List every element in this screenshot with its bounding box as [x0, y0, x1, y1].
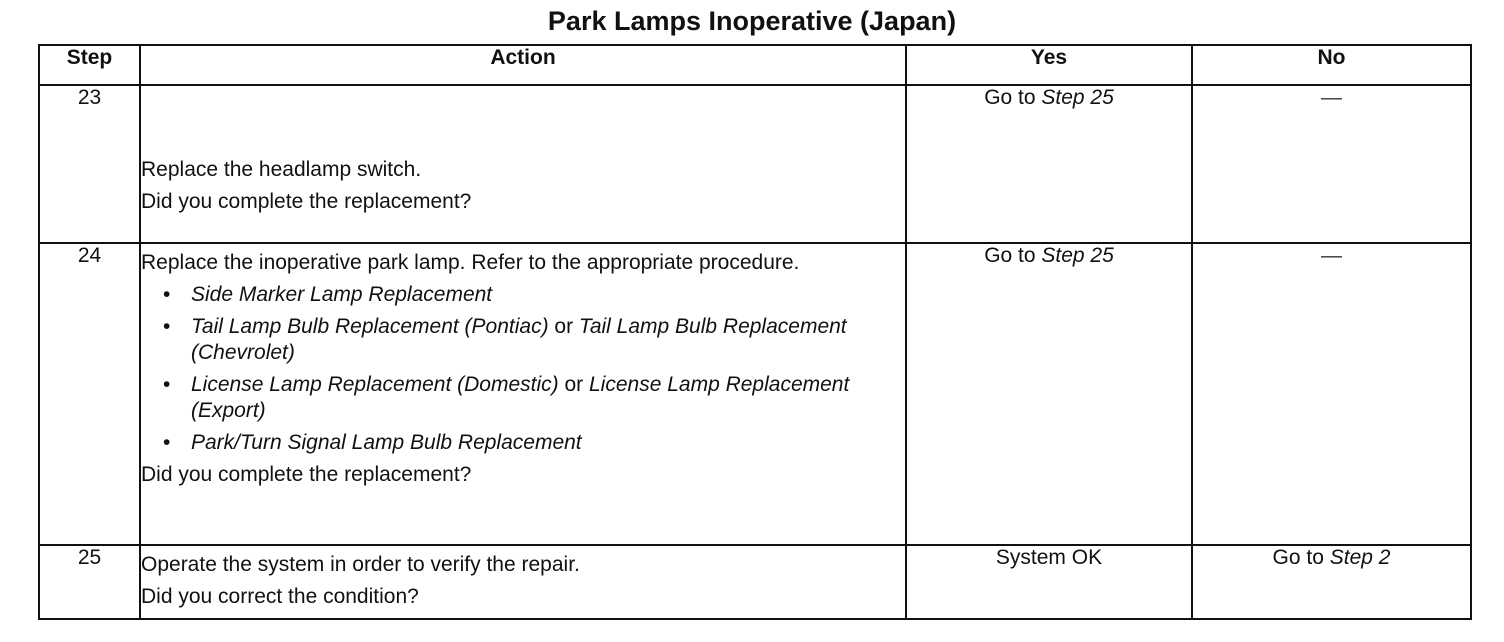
yes-cell [906, 85, 1192, 243]
no-dash: — [1321, 244, 1342, 267]
no-cell [1192, 85, 1471, 243]
yes-column-header: Yes [906, 45, 1192, 85]
step-number: 25 [39, 545, 140, 619]
procedure-link[interactable]: Side Marker Lamp Replacement [191, 283, 493, 306]
action-column-header: Action [140, 45, 906, 85]
action-text: Replace the inoperative park lamp. Refer to the appropriate procedure. [141, 251, 800, 274]
action-cell [140, 243, 906, 545]
procedure-list [141, 282, 905, 456]
action-text: Replace the headlamp switch. [141, 158, 422, 181]
bullet-icon: • [163, 373, 171, 396]
action-cell [140, 85, 906, 243]
bullet-icon: • [163, 315, 171, 338]
page-title: Park Lamps Inoperative (Japan) [547, 6, 957, 36]
action-question: Did you complete the replacement? [141, 190, 472, 213]
list-item [141, 314, 905, 366]
system-ok-text: System OK [995, 546, 1103, 569]
procedure-link[interactable]: Tail Lamp Bulb Replacement (Pontiac) [191, 315, 549, 338]
procedure-link[interactable]: Tail Lamp Bulb Replacement (Chevrolet) [191, 315, 847, 364]
no-column-header: No [1192, 45, 1471, 85]
procedure-link[interactable]: License Lamp Replacement (Export) [191, 373, 850, 422]
action-cell [140, 545, 906, 619]
no-dash: — [1321, 86, 1342, 109]
action-question: Did you complete the replacement? [141, 463, 472, 486]
list-item [141, 372, 905, 424]
diagnostic-table [38, 44, 1472, 620]
table-header-row [39, 45, 1471, 85]
no-prefix: Go to [1272, 546, 1330, 569]
list-item [141, 430, 905, 456]
no-cell [1192, 243, 1471, 545]
action-text: Operate the system in order to verify the repair. [141, 553, 580, 576]
bullet-icon: • [163, 283, 171, 306]
step-reference-link[interactable]: Step 25 [1041, 86, 1114, 109]
bullet-icon: • [163, 431, 171, 454]
no-cell [1192, 545, 1471, 619]
yes-cell [906, 243, 1192, 545]
step-number: 24 [39, 243, 140, 545]
step-column-header: Step [39, 45, 140, 85]
or-text: or [558, 373, 589, 396]
action-question: Did you correct the condition? [141, 585, 419, 608]
or-text: or [548, 315, 579, 338]
yes-cell [906, 545, 1192, 619]
step-number: 23 [39, 85, 140, 243]
list-item [141, 282, 905, 308]
table-row [39, 545, 1471, 619]
procedure-link[interactable]: License Lamp Replacement (Domestic) [191, 373, 559, 396]
procedure-link[interactable]: Park/Turn Signal Lamp Bulb Replacement [191, 431, 582, 454]
step-reference-link[interactable]: Step 2 [1329, 546, 1391, 569]
table-row [39, 243, 1471, 545]
step-reference-link[interactable]: Step 25 [1041, 244, 1114, 267]
table-row [39, 85, 1471, 243]
yes-prefix: Go to [984, 86, 1042, 109]
yes-prefix: Go to [984, 244, 1042, 267]
